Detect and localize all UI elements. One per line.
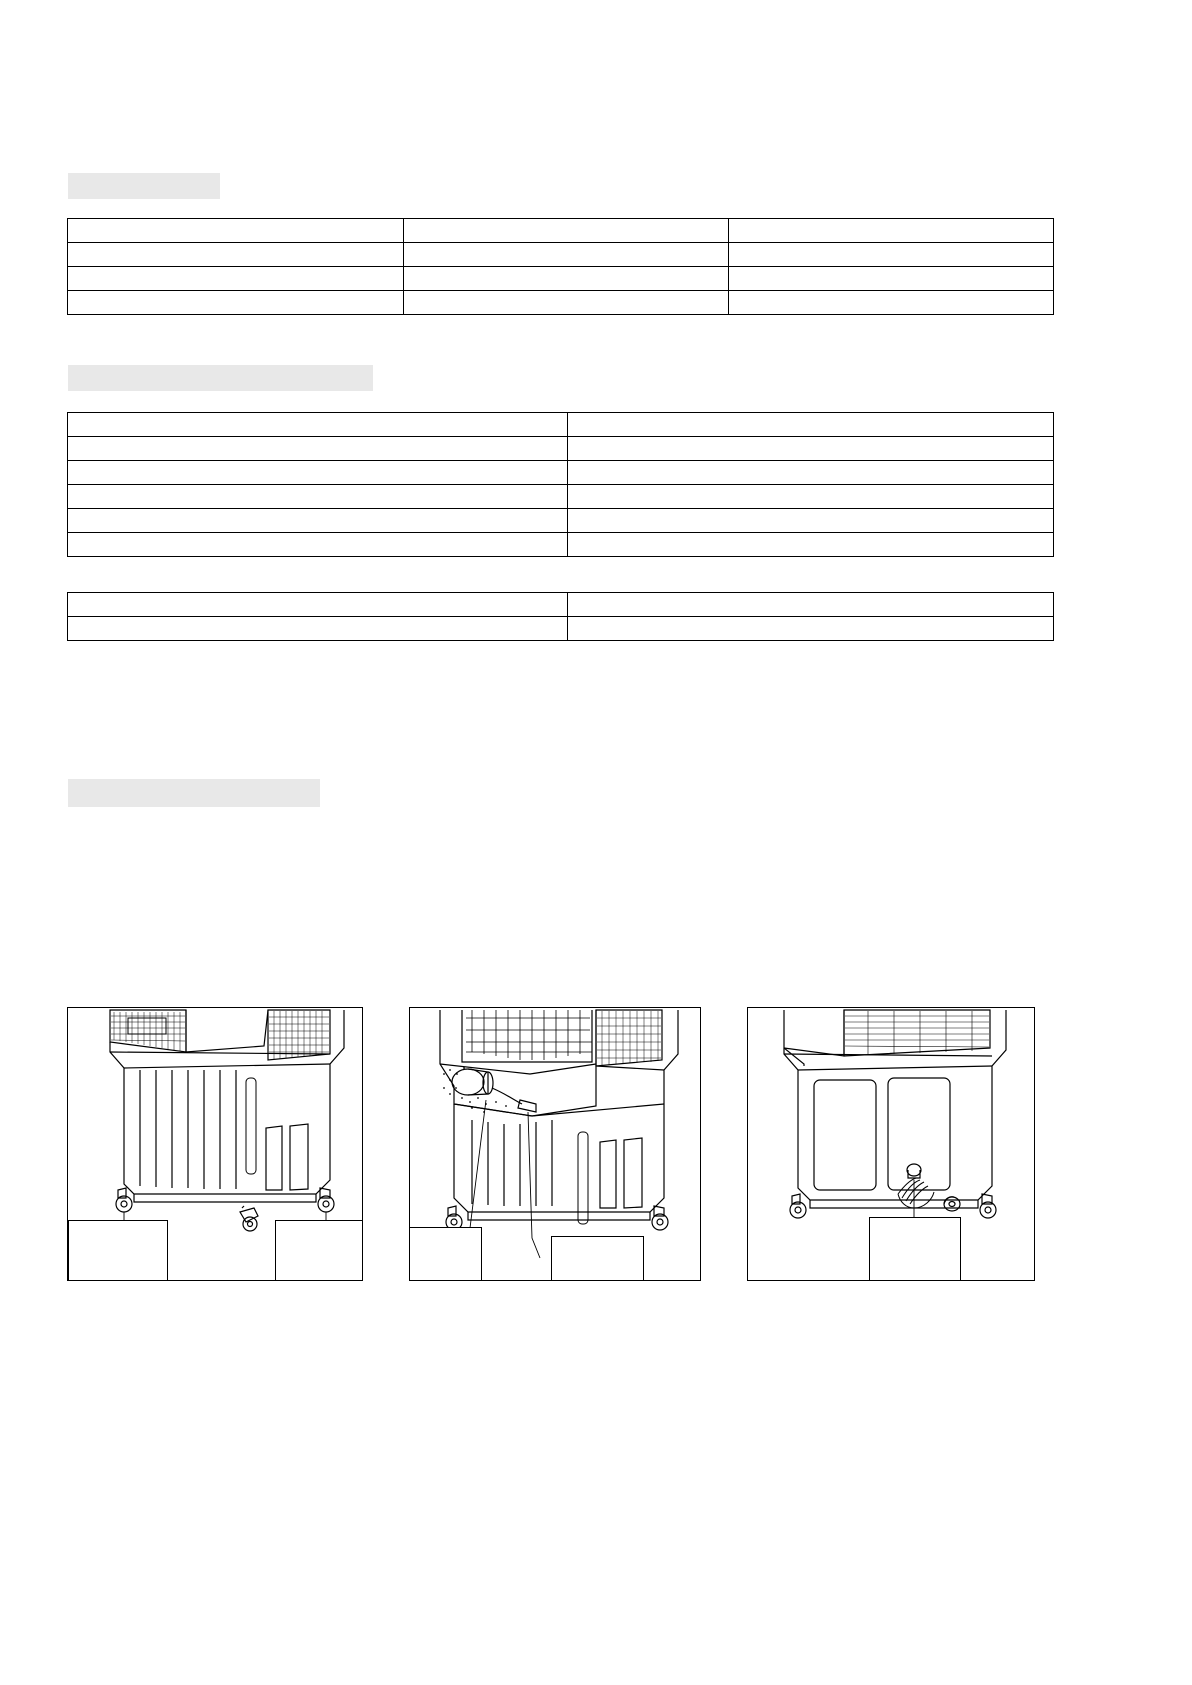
- table-row: [68, 437, 1054, 461]
- specification-table-3: [67, 592, 1054, 641]
- table-cell: [729, 291, 1054, 315]
- table-row: [68, 593, 1054, 617]
- table-cell: [68, 437, 568, 461]
- table-cell: [68, 509, 568, 533]
- section-heading-1: [68, 173, 220, 199]
- table-cell: [68, 617, 568, 641]
- table-cell: [68, 219, 404, 243]
- table-row: [68, 243, 1054, 267]
- table-cell: [404, 267, 729, 291]
- specification-table-1: [67, 218, 1054, 315]
- cooler-drain-figure: [747, 1007, 1035, 1281]
- section-heading-2: [68, 365, 373, 391]
- table-cell: [404, 291, 729, 315]
- table-cell: [729, 219, 1054, 243]
- table-cell: [568, 533, 1054, 557]
- cooler-pump-figure: [409, 1007, 701, 1281]
- specification-table-2: [67, 412, 1054, 557]
- table-row: [68, 485, 1054, 509]
- section-heading-3: [68, 779, 320, 807]
- table-cell: [68, 461, 568, 485]
- table-row: [68, 533, 1054, 557]
- cooler-casters-figure: [67, 1007, 363, 1281]
- table-row: [68, 219, 1054, 243]
- table-cell: [729, 267, 1054, 291]
- table-row: [68, 413, 1054, 437]
- table-cell: [729, 243, 1054, 267]
- table-cell: [568, 509, 1054, 533]
- table-cell: [568, 437, 1054, 461]
- table-cell: [404, 219, 729, 243]
- callout-box: [275, 1220, 363, 1281]
- table-row: [68, 617, 1054, 641]
- table-row: [68, 461, 1054, 485]
- table-row: [68, 291, 1054, 315]
- callout-box: [68, 1220, 168, 1281]
- table-cell: [404, 243, 729, 267]
- callout-box: [551, 1236, 644, 1281]
- table-cell: [568, 485, 1054, 509]
- table-cell: [568, 461, 1054, 485]
- table-cell: [68, 485, 568, 509]
- table-cell: [568, 593, 1054, 617]
- table-cell: [568, 413, 1054, 437]
- table-cell: [568, 617, 1054, 641]
- table-row: [68, 267, 1054, 291]
- table-cell: [68, 291, 404, 315]
- callout-box: [409, 1227, 482, 1281]
- table-cell: [68, 413, 568, 437]
- table-row: [68, 509, 1054, 533]
- table-cell: [68, 533, 568, 557]
- table-cell: [68, 267, 404, 291]
- callout-box: [869, 1217, 961, 1281]
- table-cell: [68, 243, 404, 267]
- table-cell: [68, 593, 568, 617]
